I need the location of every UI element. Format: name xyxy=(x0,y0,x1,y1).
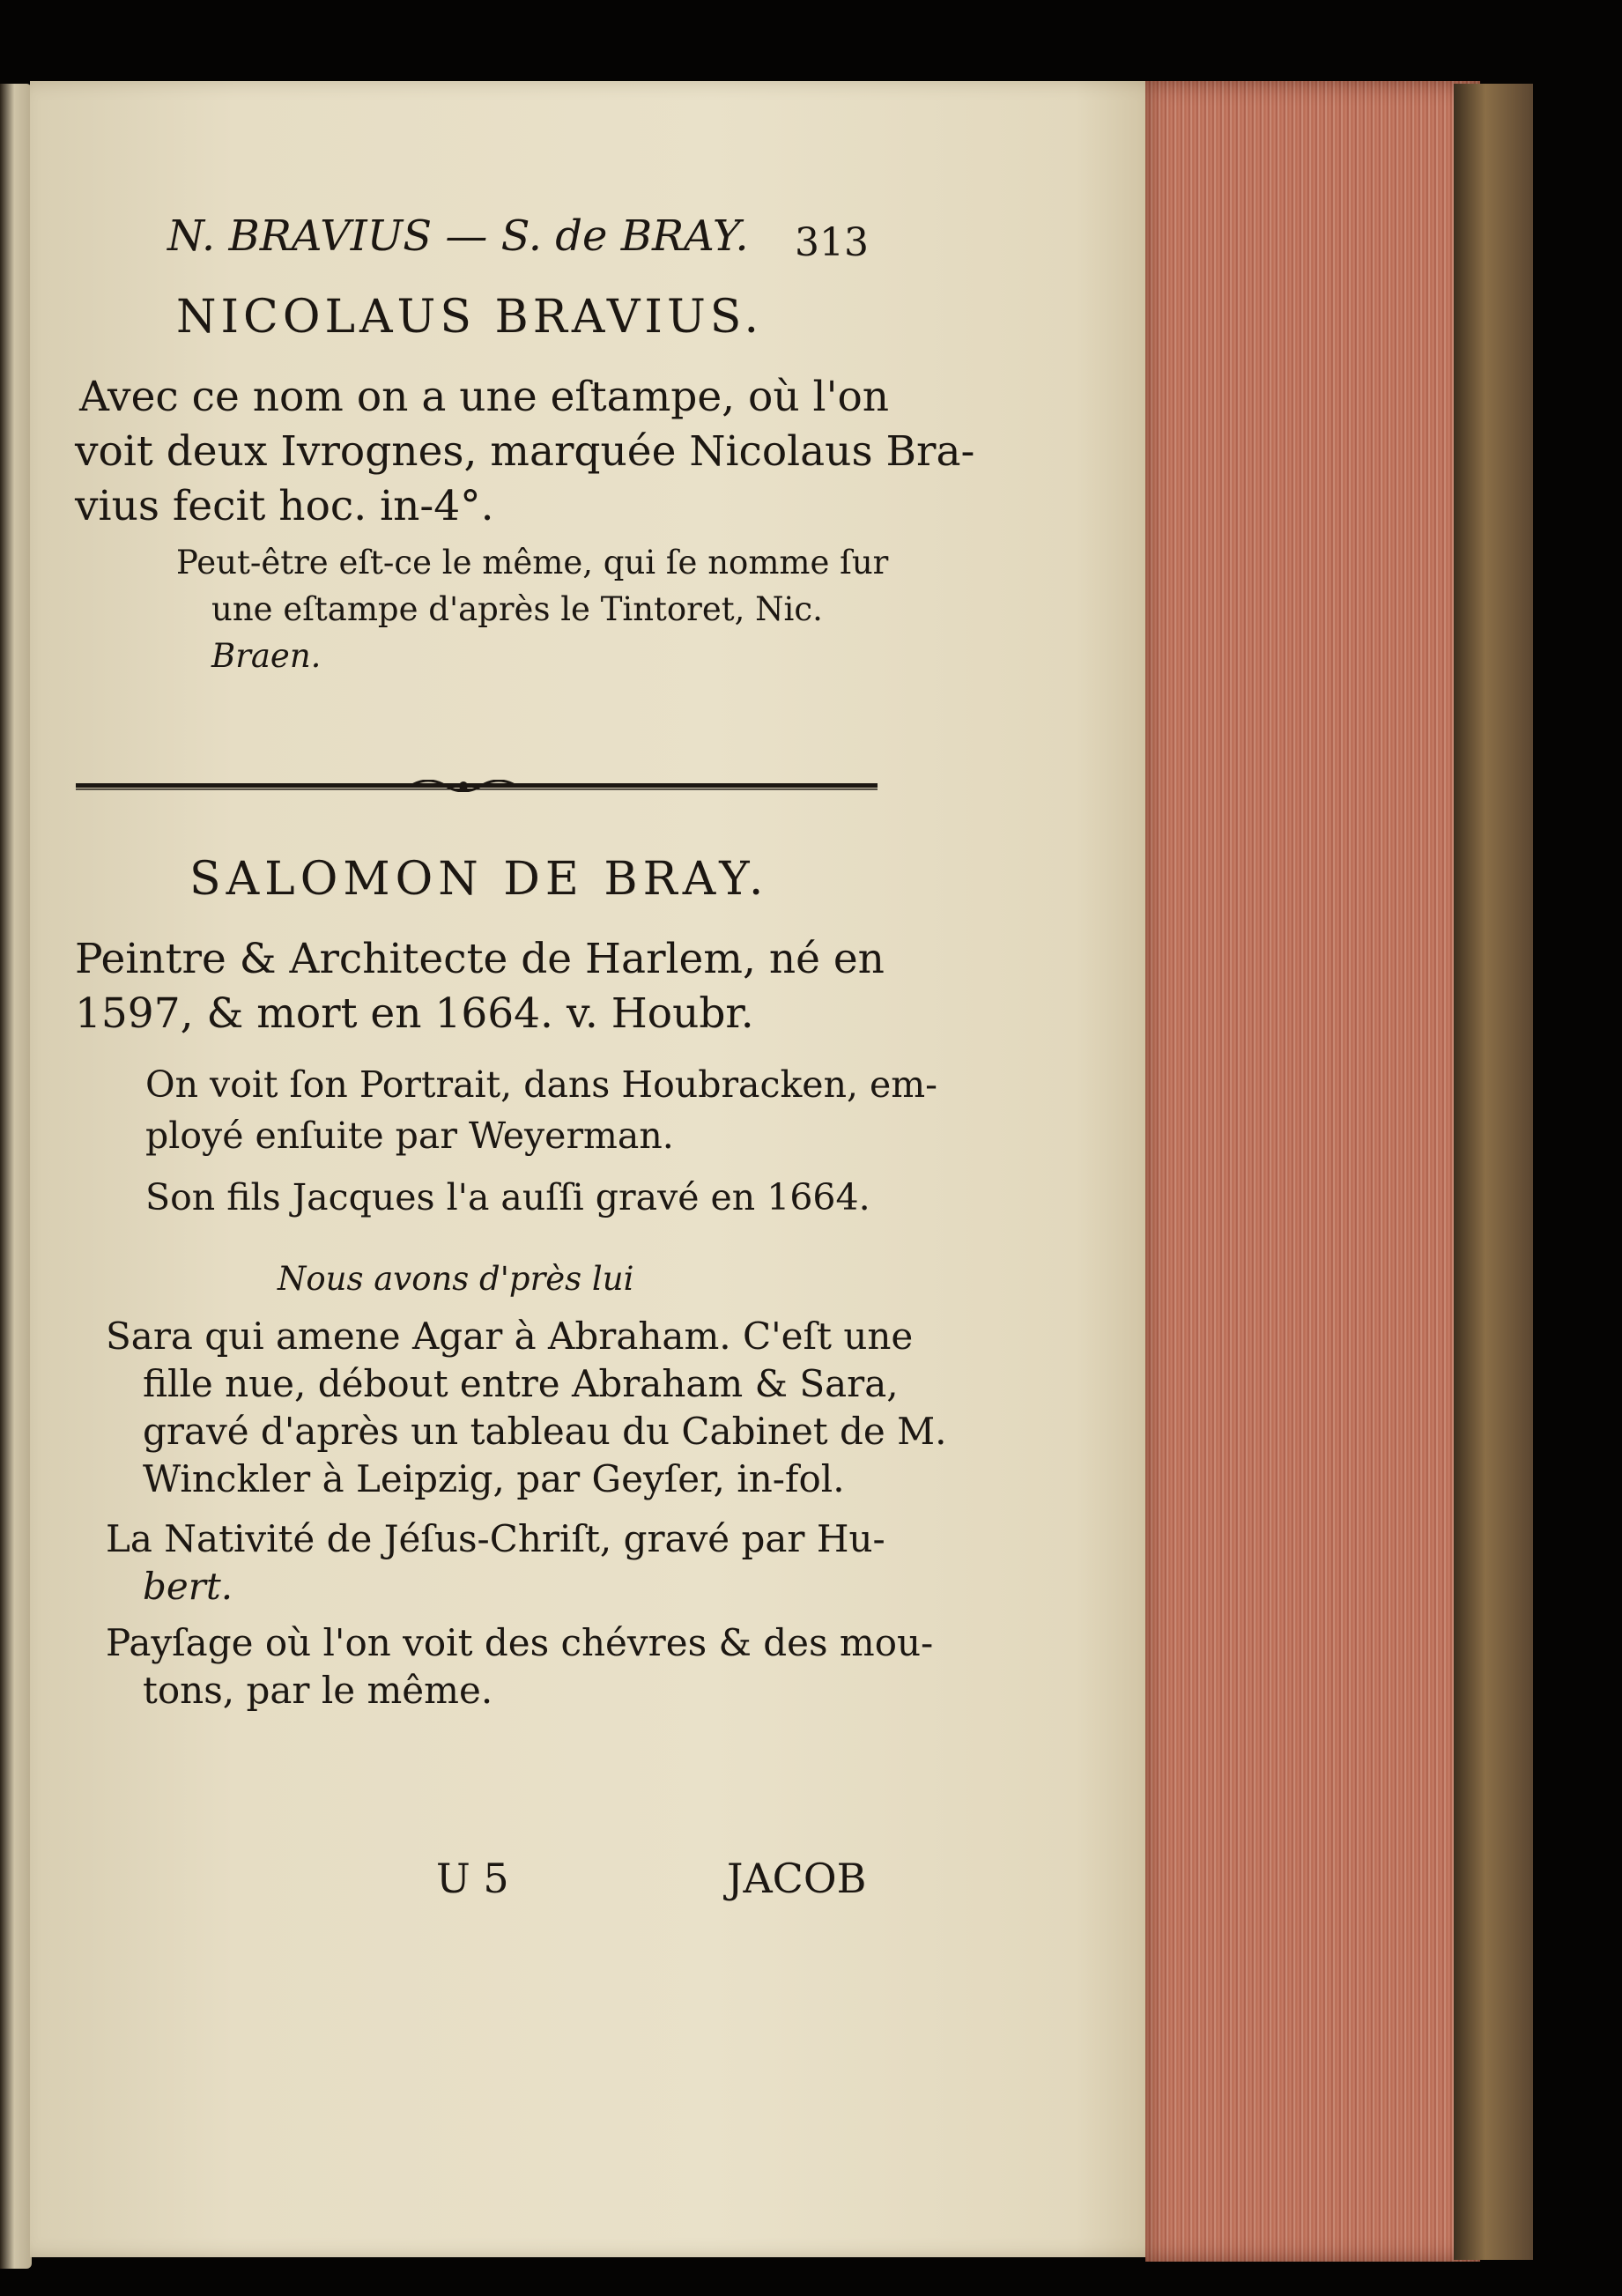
page-block-fore-edge xyxy=(1145,81,1480,2262)
nicolaus-text-line: vius fecit hoc. in-4°. xyxy=(75,482,494,530)
salomon-text-line: Peintre & Architecte de Harlem, né en xyxy=(75,935,885,983)
entry-title-salomon-de-bray: SALOMON DE BRAY. xyxy=(189,853,769,906)
nicolaus-text-line: voit deux Ivrognes, marquée Nicolaus Bra- xyxy=(75,427,975,476)
running-head: N. BRAVIUS — S. de BRAY. xyxy=(167,211,749,261)
work-line: Winckler à Leipzig, par Geyſer, in-fol. xyxy=(143,1457,845,1500)
work-line: tons, par le même. xyxy=(143,1669,493,1712)
nicolaus-note-line: une eſtampe d'après le Tintoret, Nic. xyxy=(211,590,823,628)
catchword: JACOB xyxy=(727,1855,867,1902)
salomon-note-line: ployé enſuite par Weyerman. xyxy=(145,1115,674,1157)
signature-mark: U 5 xyxy=(436,1855,509,1902)
nicolaus-note-line: Peut-être eſt-ce le même, qui ſe nomme ſur xyxy=(176,544,889,581)
work-line: gravé d'après un tableau du Cabinet de M. xyxy=(143,1410,947,1453)
salomon-text-line: 1597, & mort en 1664. v. Houbr. xyxy=(75,989,754,1038)
page-number: 313 xyxy=(795,220,869,265)
salomon-note-line: On voit ſon Portrait, dans Houbracken, em- xyxy=(145,1063,938,1106)
work-line: Sara qui amene Agar à Abraham. C'eſt une xyxy=(106,1315,914,1358)
nicolaus-text-line: Avec ce nom on a une eſtampe, où l'on xyxy=(79,373,890,421)
nicolaus-note-line: Braen. xyxy=(211,637,322,675)
work-line: La Nativité de Jéſus-Chriſt, gravé par Hu- xyxy=(106,1517,885,1560)
ornamental-rule xyxy=(76,780,878,792)
work-line: fille nue, débout entre Abraham & Sara, xyxy=(143,1362,899,1405)
work-line: Payſage où l'on voit des chévres & des mou- xyxy=(106,1621,934,1664)
entry-title-nicolaus-bravius: NICOLAUS BRAVIUS. xyxy=(176,291,764,344)
works-heading: Nous avons d'près lui xyxy=(278,1260,634,1298)
book-cover-edge xyxy=(1454,84,1533,2260)
work-line: bert. xyxy=(143,1565,233,1608)
salomon-note-line: Son fils Jacques l'a auſſi gravé en 1664. xyxy=(145,1176,870,1218)
previous-page-edge xyxy=(0,84,32,2269)
